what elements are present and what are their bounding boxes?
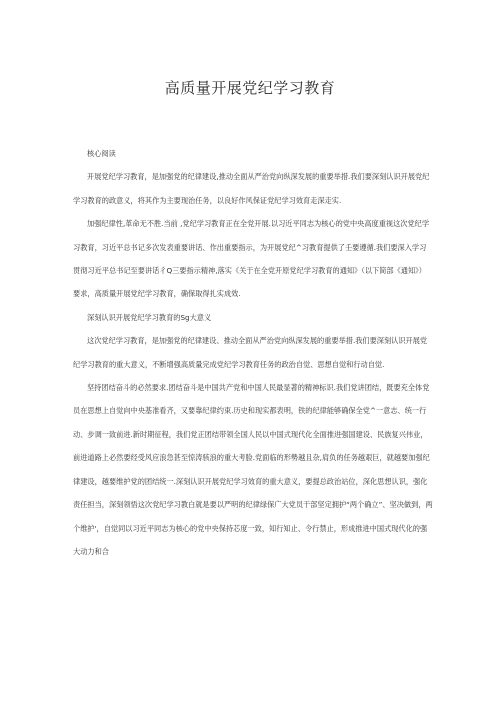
paragraph: 开展党纪学习教育，是加强党的纪律建设,推动全面从严治党向纵深发展的重要举措.我们要深刻认识开展党纪学习教育的政意义，将其作为主要现治任务，以良好作风保证党纪学习效育走深走实.: [73, 172, 430, 205]
paragraph: 加强纪律性,革命无不胜.当前 ,党纪学习教育正在全党开展.以习近平同志为核心的党中央高度重视这次党纪学习教育，习近平总书记多次发表重要讲话、作出重要指示，为开展党纪^习教育提供了壬要遵循.我们要深入学习贯彻习近平总书记至要讲话彳Q三要指示精神,落实《关于在全党开原党纪学习教育的通知》（以下简部《通知》）要求，高质量开展党纪学习教育，确保取得扎实成效.: [73, 219, 430, 299]
paragraph: 坚持团结奋斗的必然要求.团结奋斗是中国共产党和中国人民最显著的精神标识.我们党讲团结，既要充全体党员在思想上自觉向中央基准看齐，又要靠纪律约束.历史和现实都表明，铁的纪律能够确保全党^一意志、统一行动、步调一致前进.新时期征程，我们党正团结带领全国人民以中国式现代化全面推进强国建设、民族复兴伟业，前进道路上必然要经受风应浪急甚至惊涛骇浪的重大考脸.党面临的形勢越且杂,肩负的任务越艰巨，就越要加强纪律建设，越要维护党的团结统一.深刻认识开展党纪学习效育的重大意义，要提总政治站位，深化思想认识，强化责任担当，深刻领悟这次党纪学习教白就是要以严明的纪律绿保广大党员干部坚定拥护“两个确立”、坚决做到，两个维护'，自觉同以习近平同志为核心的党中央保持芯度一致，知行知止、令行禁止，形成推进中国式现代化的强大动力和合: [73, 383, 433, 556]
paragraph: 这次党纪学习教育，是加强党的纪律建设、推动全面从严治党向纵深发展的重要举措.我们要深刻认识开展党纪学习教育的重大意义，不断增强高质量完成党纪学习教育任务的政治自觉、思想自觉和行动自觉.: [73, 336, 428, 369]
section-heading-core-reading: 核心阅读: [87, 149, 116, 158]
document-body: [73, 142, 433, 563]
document-title: 高质量开展党纪学习教育: [164, 79, 336, 97]
section-heading-significance: 深刻认识开展党纪学习教育的Sg大意义: [87, 312, 212, 322]
